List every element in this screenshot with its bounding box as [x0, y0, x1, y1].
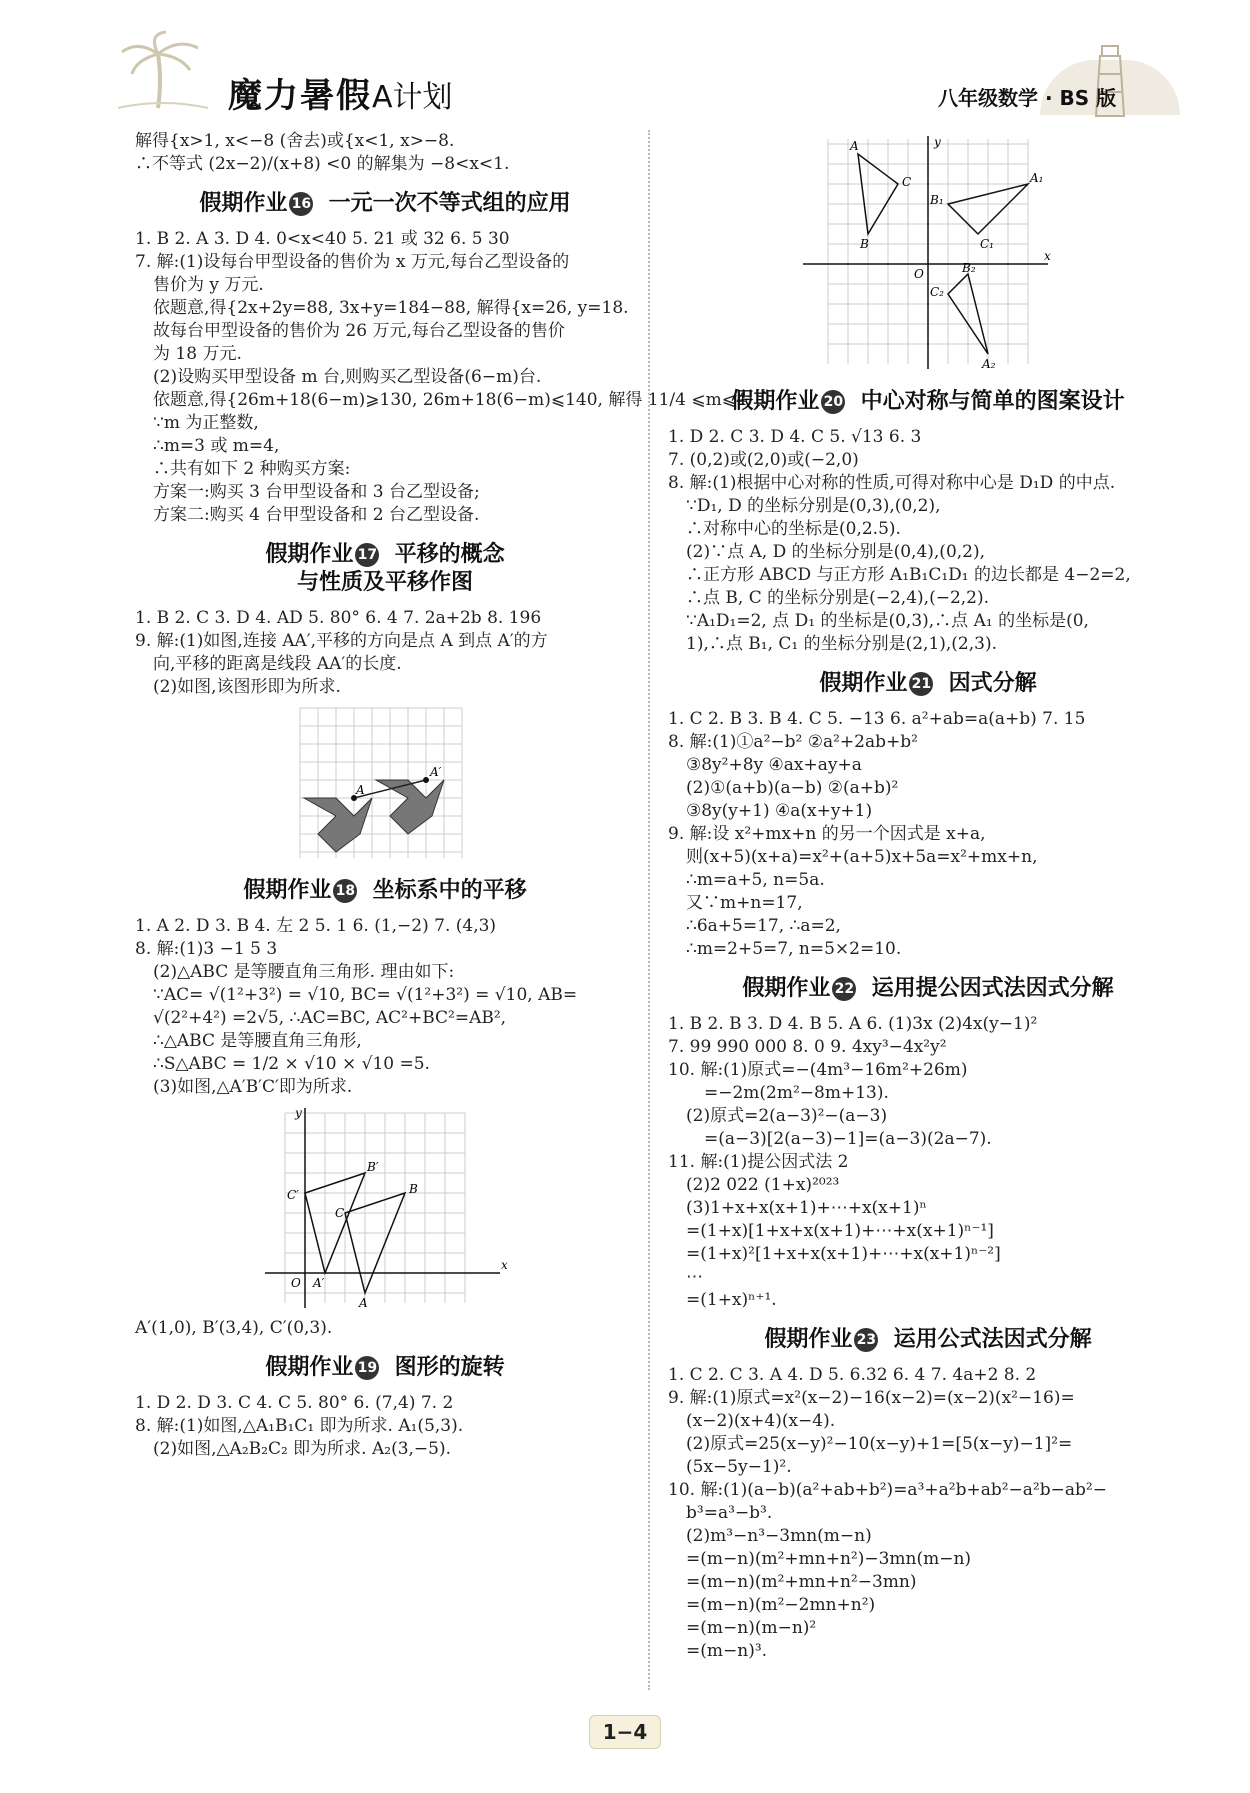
answer-line: 10. 解:(1)(a−b)(a²+ab+b²)=a³+a²b+ab²−a²b−ab²− — [668, 1480, 1107, 1500]
section-title-22: 假期作业 22 运用提公因式法因式分解 — [742, 976, 1114, 1001]
answer-line: 7. (0,2)或(2,0)或(−2,0) — [668, 450, 859, 470]
answer-line: (2)m³−n³−3mn(m−n) — [686, 1526, 872, 1546]
section-number-badge: 23 — [854, 1328, 878, 1352]
answer-line: =(1+x)[1+x+x(x+1)+⋯+x(x+1)ⁿ⁻¹] — [686, 1221, 994, 1241]
section-title-17: 假期作业 17 平移的概念 与性质及平移作图 — [265, 542, 505, 595]
point-label-b2: B₂ — [962, 261, 976, 275]
answer-line: 8. 解:(1)如图,△A₁B₁C₁ 即为所求. A₁(5,3). — [135, 1416, 464, 1436]
answer-line: 1. D 2. C 3. D 4. C 5. √13 6. 3 — [668, 427, 922, 447]
answer-line: √(2²+4²) =2√5, ∴AC=BC, AC²+BC²=AB², — [153, 1008, 507, 1028]
answer-line: =(m−n)³. — [686, 1641, 768, 1661]
point-label-b1: B₁ — [930, 193, 944, 207]
answer-line: 1),∴点 B₁, C₁ 的坐标分别是(2,1),(2,3). — [686, 634, 998, 654]
answer-line: =(1+x)ⁿ⁺¹. — [686, 1290, 777, 1310]
answer-line: 1. C 2. C 3. A 4. D 5. 6.32 6. 4 7. 4a+2 8. 2 — [668, 1365, 1037, 1385]
answer-line: (5x−5y−1)². — [686, 1457, 792, 1477]
answer-line: 依题意,得{26m+18(6−m)⩾130, 26m+18(6−m)⩽140, 解得 11/4 ⩽m⩽4. — [153, 390, 753, 410]
answer-line: b³=a³−b³. — [686, 1503, 773, 1523]
answer-line: (2)原式=25(x−y)²−10(x−y)+1=[5(x−y)−1]²= — [686, 1434, 1073, 1454]
point-label-a-prime: A′ — [430, 765, 442, 779]
answer-line: ∴点 B, C 的坐标分别是(−2,4),(−2,2). — [686, 588, 990, 608]
answer-line: (2)①(a+b)(a−b) ②(a+b)² — [686, 778, 899, 798]
grade-label: 八年级数学 · BS 版 — [938, 86, 1117, 110]
coordinate-translation-figure — [255, 1103, 515, 1313]
answer-line: ⋯ — [686, 1267, 703, 1287]
origin-label: O — [291, 1276, 301, 1290]
answer-line: 7. 解:(1)设每台甲型设备的售价为 x 万元,每台乙型设备的 — [135, 252, 570, 272]
answer-line: (2)如图,该图形即为所求. — [153, 677, 341, 697]
answer-line: (3)1+x+x(x+1)+⋯+x(x+1)ⁿ — [686, 1198, 927, 1218]
answer-line: =(1+x)²[1+x+x(x+1)+⋯+x(x+1)ⁿ⁻²] — [686, 1244, 1001, 1264]
answer-line: (2)2 022 (1+x)²⁰²³ — [686, 1175, 840, 1195]
answer-line: ∴共有如下 2 种购买方案: — [153, 459, 351, 479]
answer-line: 方案一:购买 3 台甲型设备和 3 台乙型设备; — [153, 482, 480, 502]
section-title-20: 假期作业 20 中心对称与简单的图案设计 — [731, 389, 1125, 414]
answer-line: ∵m 为正整数, — [153, 413, 259, 433]
answer-line: ∵D₁, D 的坐标分别是(0,3),(0,2), — [686, 496, 941, 516]
answer-line: ③8y(y+1) ④a(x+y+1) — [686, 801, 873, 821]
answer-line: 则(x+5)(x+a)=x²+(a+5)x+5a=x²+mx+n, — [686, 847, 1038, 867]
answer-line: ∴△ABC 是等腰直角三角形, — [153, 1031, 362, 1051]
answer-line: (3)如图,△A′B′C′即为所求. — [153, 1077, 353, 1097]
answer-line: 9. 解:(1)原式=x²(x−2)−16(x−2)=(x−2)(x²−16)= — [668, 1388, 1075, 1408]
section-number-badge: 20 — [821, 390, 845, 414]
point-label-b: B — [860, 237, 869, 251]
answer-line: A′(1,0), B′(3,4), C′(0,3). — [135, 1318, 333, 1338]
answer-line: 10. 解:(1)原式=−(4m³−16m²+26m) — [668, 1060, 968, 1080]
answer-line: 8. 解:(1)①a²−b² ②a²+2ab+b² — [668, 732, 918, 752]
right-column — [668, 130, 1188, 1663]
point-label-c-prime: C′ — [287, 1188, 299, 1202]
answer-line: (2)原式=2(a−3)²−(a−3) — [686, 1106, 888, 1126]
point-label-a2: A₂ — [982, 357, 996, 371]
answer-line: =(m−n)(m²+mn+n²)−3mn(m−n) — [686, 1549, 972, 1569]
answer-line: 售价为 y 万元. — [153, 275, 264, 295]
answer-line: 9. 解:(1)如图,连接 AA′,平移的方向是点 A 到点 A′的方 — [135, 631, 548, 651]
section-title-19: 假期作业 19 图形的旋转 — [265, 1355, 505, 1380]
answer-line: (2)设购买甲型设备 m 台,则购买乙型设备(6−m)台. — [153, 367, 542, 387]
answer-line: ∴6a+5=17, ∴a=2, — [686, 916, 841, 936]
axis-label-y: y — [295, 1106, 302, 1120]
answer-line: (2)∵点 A, D 的坐标分别是(0,4),(0,2), — [686, 542, 986, 562]
answer-line: (2)△ABC 是等腰直角三角形. 理由如下: — [153, 962, 455, 982]
section-title-16: 假期作业 16 一元一次不等式组的应用 — [199, 191, 571, 216]
point-label-c2: C₂ — [930, 285, 944, 299]
point-label-c1: C₁ — [980, 237, 994, 251]
answer-line: =(m−n)(m²+mn+n²−3mn) — [686, 1572, 917, 1592]
answer-line: ∵A₁D₁=2, 点 D₁ 的坐标是(0,3),∴点 A₁ 的坐标是(0, — [686, 611, 1089, 631]
answer-line: 8. 解:(1)根据中心对称的性质,可得对称中心是 D₁D 的中点. — [668, 473, 1116, 493]
answer-line: 11. 解:(1)提公因式法 2 — [668, 1152, 849, 1172]
brand-title: 魔力暑假A计划 — [228, 76, 453, 116]
answer-line: 1. B 2. C 3. D 4. AD 5. 80° 6. 4 7. 2a+2b 8. 196 — [135, 608, 542, 628]
point-label-b-prime: B′ — [367, 1160, 379, 1174]
answer-line: 为 18 万元. — [153, 344, 242, 364]
section-title-21: 假期作业 21 因式分解 — [819, 671, 1037, 696]
answer-line: 故每台甲型设备的售价为 26 万元,每台乙型设备的售价 — [153, 321, 565, 341]
section-title-18: 假期作业 18 坐标系中的平移 — [243, 878, 527, 903]
answer-line: 依题意,得{2x+2y=88, 3x+y=184−88, 解得{x=26, y=18. — [153, 298, 629, 318]
section-number-badge: 22 — [832, 977, 856, 1001]
answer-line: 1. A 2. D 3. B 4. 左 2 5. 1 6. (1,−2) 7. (4,3) — [135, 916, 497, 936]
point-label-a-prime: A′ — [313, 1276, 325, 1290]
answer-line: ∵AC= √(1²+3²) = √10, BC= √(1²+3²) = √10, AB= — [153, 985, 578, 1005]
answer-line: =(m−n)(m−n)² — [686, 1618, 817, 1638]
origin-label: O — [914, 267, 924, 281]
answer-line: 1. C 2. B 3. B 4. C 5. −13 6. a²+ab=a(a+b) 7. 15 — [668, 709, 1086, 729]
answer-line: ∴S△ABC = 1/2 × √10 × √10 =5. — [153, 1054, 430, 1074]
answer-line: =(a−3)[2(a−3)−1]=(a−3)(2a−7). — [704, 1129, 992, 1149]
answer-line: ∴正方形 ABCD 与正方形 A₁B₁C₁D₁ 的边长都是 4−2=2, — [686, 565, 1131, 585]
point-label-c: C — [335, 1206, 345, 1220]
page-number: 1−4 — [589, 1715, 661, 1749]
answer-line: 又∵m+n=17, — [686, 893, 803, 913]
palm-tree-icon — [118, 30, 208, 110]
answer-line: 向,平移的距离是线段 AA′的长度. — [153, 654, 402, 674]
answer-line: ∴m=3 或 m=4, — [153, 436, 280, 456]
point-label-a1: A₁ — [1030, 171, 1044, 185]
column-divider — [648, 130, 650, 1690]
answer-line: 1. D 2. D 3. C 4. C 5. 80° 6. (7,4) 7. 2 — [135, 1393, 454, 1413]
answer-line: ∴对称中心的坐标是(0,2.5). — [686, 519, 901, 539]
answer-line: 9. 解:设 x²+mx+n 的另一个因式是 x+a, — [668, 824, 986, 844]
section-number-badge: 16 — [289, 192, 313, 216]
translation-figure — [290, 703, 480, 863]
answer-line: ∴不等式 (2x−2)/(x+8) <0 的解集为 −8<x<1. — [135, 154, 510, 174]
point-label-c: C — [902, 175, 912, 189]
page-header — [0, 0, 1250, 130]
section-number-badge: 18 — [333, 879, 357, 903]
point-label-a: A — [356, 783, 365, 797]
answer-line: 1. B 2. A 3. D 4. 0<x<40 5. 21 或 32 6. 5 30 — [135, 229, 510, 249]
point-label-b: B — [409, 1182, 418, 1196]
point-label-a: A — [359, 1296, 368, 1310]
axis-label-x: x — [501, 1258, 508, 1272]
answer-line: 方案二:购买 4 台甲型设备和 2 台乙型设备. — [153, 505, 480, 525]
answer-line: 7. 99 990 000 8. 0 9. 4xy³−4x²y² — [668, 1037, 947, 1057]
answer-line: 解得{x>1, x<−8 (舍去)或{x<1, x>−8. — [135, 131, 455, 151]
section-title-23: 假期作业 23 运用公式法因式分解 — [764, 1327, 1092, 1352]
rotation-figure — [798, 134, 1058, 374]
answer-line: (2)如图,△A₂B₂C₂ 即为所求. A₂(3,−5). — [153, 1439, 452, 1459]
answer-line: (x−2)(x+4)(x−4). — [686, 1411, 836, 1431]
answer-line: ∴m=2+5=7, n=5×2=10. — [686, 939, 902, 959]
answer-line: 8. 解:(1)3 −1 5 3 — [135, 939, 278, 959]
section-number-badge: 17 — [355, 543, 379, 567]
axis-label-y: y — [934, 135, 941, 149]
answer-line: =(m−n)(m²−2mn+n²) — [686, 1595, 876, 1615]
answer-line: ③8y²+8y ④ax+ay+a — [686, 755, 862, 775]
axis-label-x: x — [1044, 249, 1051, 263]
section-number-badge: 19 — [355, 1356, 379, 1380]
answer-line: 1. B 2. B 3. D 4. B 5. A 6. (1)3x (2)4x(y−1)² — [668, 1014, 1038, 1034]
answer-line: =−2m(2m²−8m+13). — [704, 1083, 889, 1103]
answer-line: ∴m=a+5, n=5a. — [686, 870, 825, 890]
point-label-a: A — [850, 139, 859, 153]
section-number-badge: 21 — [909, 672, 933, 696]
